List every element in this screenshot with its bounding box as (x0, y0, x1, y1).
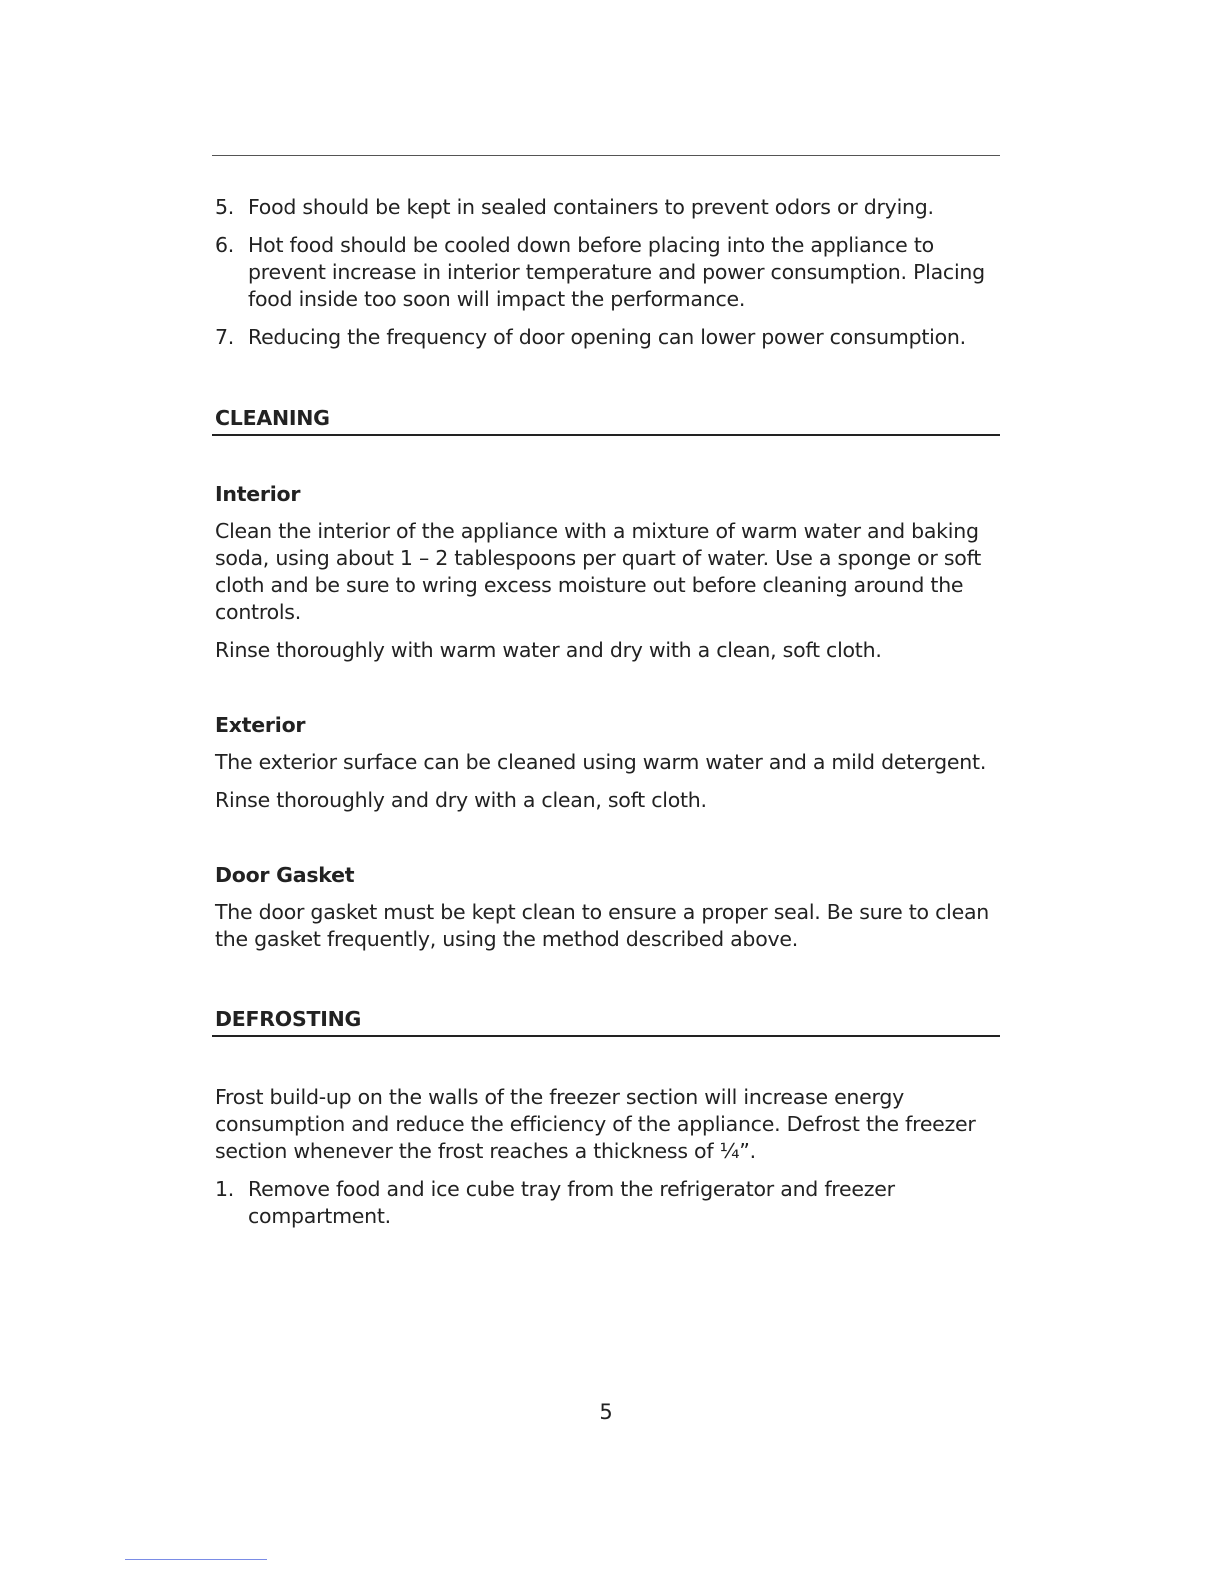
page-content (215, 194, 1005, 1241)
exterior-heading: Exterior (215, 713, 306, 737)
interior-paragraph: Clean the interior of the appliance with a mixture of warm water and baking soda, using about 1 – 2 tablespoons per quart of water. Use a sponge or soft cloth and be sure to wring excess moisture out before cleaning around the controls. (215, 519, 981, 624)
footer-link-underline (125, 1559, 267, 1560)
exterior-rinse-paragraph: Rinse thoroughly and dry with a clean, soft cloth. (215, 788, 707, 812)
list-item (215, 232, 1005, 313)
list-item (215, 1176, 1005, 1230)
defrosting-list (215, 1176, 1005, 1230)
list-text: Hot food should be cooled down before placing into the appliance to prevent increase in interior temperature and power consumption. Placing food inside too soon will impact the performance. (248, 233, 985, 311)
list-text: Food should be kept in sealed containers to prevent odors or drying. (248, 195, 934, 219)
list-number: 1. (215, 1177, 235, 1201)
door-gasket-heading: Door Gasket (215, 863, 355, 887)
cleaning-heading: CLEANING (212, 405, 1000, 436)
header-rule (212, 155, 1000, 156)
list-item (215, 324, 1005, 351)
list-number: 6. (215, 233, 235, 257)
list-text: Reducing the frequency of door opening can lower power consumption. (248, 325, 966, 349)
interior-rinse-paragraph: Rinse thoroughly with warm water and dry with a clean, soft cloth. (215, 638, 882, 662)
defrosting-heading: DEFROSTING (212, 1006, 1000, 1037)
page-number: 5 (599, 1400, 613, 1424)
exterior-paragraph: The exterior surface can be cleaned using warm water and a mild detergent. (215, 750, 987, 774)
list-number: 5. (215, 195, 235, 219)
list-number: 7. (215, 325, 235, 349)
list-item (215, 194, 1005, 221)
tips-list (215, 194, 1005, 351)
interior-heading: Interior (215, 482, 301, 506)
door-gasket-paragraph: The door gasket must be kept clean to ensure a proper seal. Be sure to clean the gasket frequently, using the method described above. (215, 900, 990, 951)
list-text: Remove food and ice cube tray from the refrigerator and freezer compartment. (248, 1177, 895, 1228)
defrosting-paragraph: Frost build-up on the walls of the freezer section will increase energy consumption and reduce the efficiency of the appliance. Defrost the freezer section whenever the frost reaches a thickness of ¼”. (215, 1085, 976, 1163)
